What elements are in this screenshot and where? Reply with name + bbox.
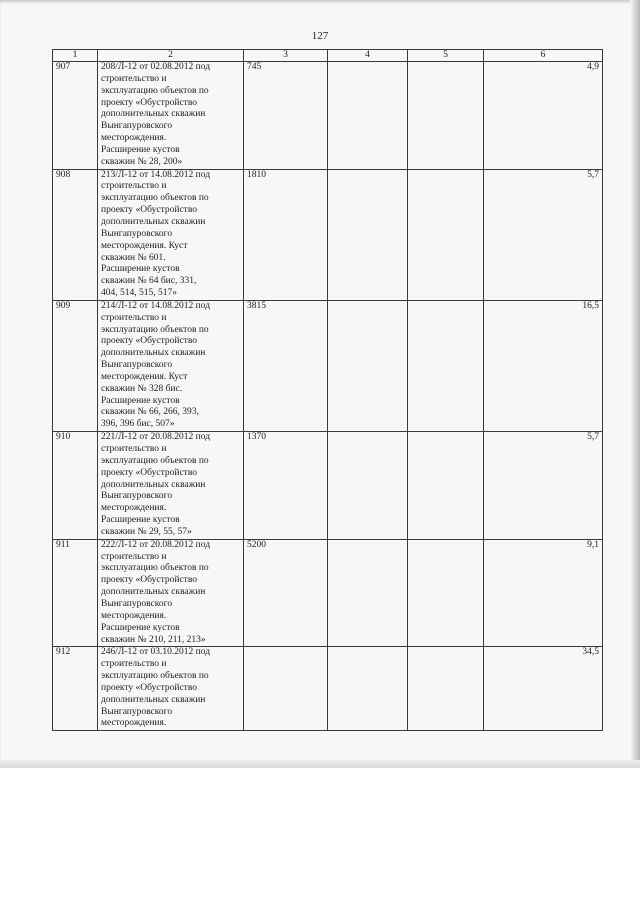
column-header-2: 2: [98, 50, 244, 62]
page-number: 127: [311, 30, 329, 42]
row-col3: [244, 647, 328, 731]
row-col3: 3815: [244, 300, 328, 431]
column-header-3: 3: [244, 50, 328, 62]
scan-bottom-edge: [0, 760, 640, 768]
row-col6: 4,9: [484, 62, 603, 170]
table-row: [53, 169, 603, 300]
row-col4: [328, 432, 408, 540]
table-row: [53, 300, 603, 431]
table-row: [53, 539, 603, 647]
land-lease-table: [52, 49, 603, 731]
table-row: [53, 647, 603, 731]
row-col6: 16,5: [484, 300, 603, 431]
table-row: [53, 432, 603, 540]
row-col5: [408, 169, 484, 300]
column-header-4: 4: [328, 50, 408, 62]
row-col3: 1810: [244, 169, 328, 300]
row-col6: 9,1: [484, 539, 603, 647]
row-number: 912: [53, 647, 98, 731]
row-col6: 5,7: [484, 169, 603, 300]
row-description: 214/Л-12 от 14.08.2012 под строительство и эксплуатацию объектов по проекту «Обустройство дополнительных скважин Вынгапуровского месторождения. Куст скважин № 328 бис. Расширение кустов скважин № 66, 266, 393, 396, 396 бис, 507»: [98, 300, 244, 431]
column-header-1: 1: [53, 50, 98, 62]
row-description: 246/Л-12 от 03.10.2012 под строительство и эксплуатацию объектов по проекту «Обустройство дополнительных скважин Вынгапуровского месторождения.: [98, 647, 244, 731]
row-col4: [328, 300, 408, 431]
row-col5: [408, 62, 484, 170]
row-col5: [408, 539, 484, 647]
row-col3: 745: [244, 62, 328, 170]
row-col6: 5,7: [484, 432, 603, 540]
row-description: 208/Л-12 от 02.08.2012 под строительство и эксплуатацию объектов по проекту «Обустройство дополнительных скважин Вынгапуровского месторождения. Расширение кустов скважин № 28, 200»: [98, 62, 244, 170]
scan-edge-right: [630, 0, 640, 768]
row-number: 911: [53, 539, 98, 647]
scan-edge-top: [0, 0, 640, 4]
table-row: [53, 62, 603, 170]
column-header-5: 5: [408, 50, 484, 62]
row-col6: 34,5: [484, 647, 603, 731]
row-description: 213/Л-12 от 14.08.2012 под строительство и эксплуатацию объектов по проекту «Обустройство дополнительных скважин Вынгапуровского месторождения. Куст скважин № 601. Расширение кустов скважин № 64 бис, 331, 404, 514, 515, 517»: [98, 169, 244, 300]
row-number: 909: [53, 300, 98, 431]
row-description: 221/Л-12 от 20.08.2012 под строительство и эксплуатацию объектов по проекту «Обустройство дополнительных скважин Вынгапуровского месторождения. Расширение кустов скважин № 29, 55, 57»: [98, 432, 244, 540]
row-description: 222/Л-12 от 20.08.2012 под строительство и эксплуатацию объектов по проекту «Обустройство дополнительных скважин Вынгапуровского месторождения. Расширение кустов скважин № 210, 211, 213»: [98, 539, 244, 647]
row-number: 910: [53, 432, 98, 540]
row-col5: [408, 647, 484, 731]
row-col4: [328, 169, 408, 300]
table-header-row: [53, 50, 603, 62]
row-col4: [328, 62, 408, 170]
row-col4: [328, 539, 408, 647]
row-col4: [328, 647, 408, 731]
column-header-6: 6: [484, 50, 603, 62]
row-number: 908: [53, 169, 98, 300]
row-col3: 5200: [244, 539, 328, 647]
row-number: 907: [53, 62, 98, 170]
row-col5: [408, 300, 484, 431]
row-col5: [408, 432, 484, 540]
row-col3: 1370: [244, 432, 328, 540]
